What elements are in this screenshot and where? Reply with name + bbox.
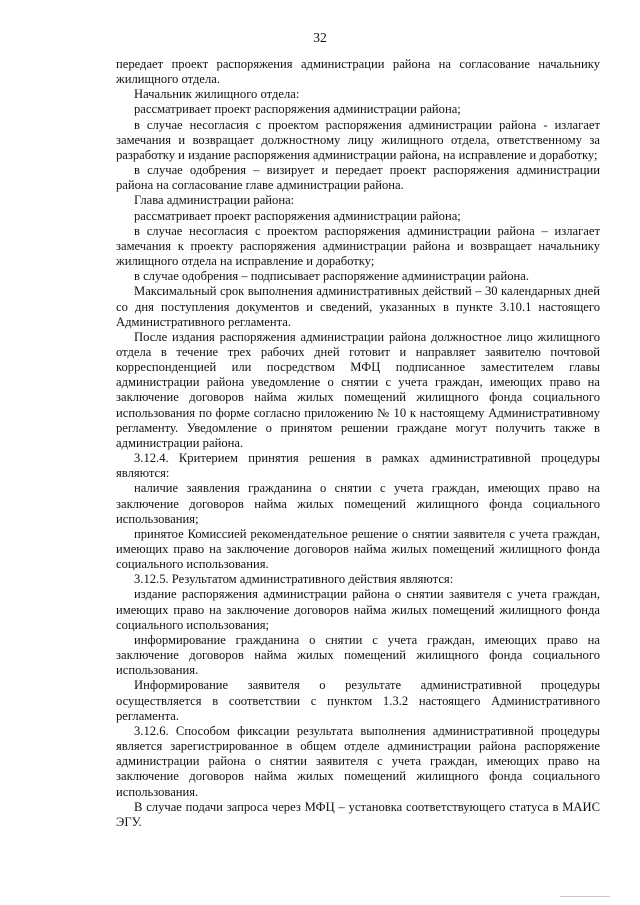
paragraph-12: 3.12.4. Критерием принятия решения в рамках административной процедуры являются: xyxy=(116,451,600,481)
paragraph-2: Начальник жилищного отдела: xyxy=(134,87,300,102)
paragraph-9: в случае одобрения – подписывает распоряжение администрации района. xyxy=(134,269,529,284)
paragraph-1: передает проект распоряжения администрации района на согласование начальнику жилищного отдела. xyxy=(116,57,600,87)
paragraph-17: информирование гражданина о снятии с учета граждан, имеющих право на заключение договоров найма жилых помещений жилищного фонда социального использования. xyxy=(116,632,600,678)
paragraph-7: рассматривает проект распоряжения администрации района; xyxy=(134,208,461,223)
page-number: 32 xyxy=(313,30,327,45)
paragraph-19: 3.12.6. Способом фиксации результата выполнения административной процедуры является зарегистрированное в общем отделе администрации района распоряжение администрации района о снятии заявителя с учета граждан, имеющих право на заключение договоров найма жилых помещений жилищного фонда социального использования. xyxy=(116,723,600,799)
paragraph-20: В случае подачи запроса через МФЦ – установка соответствующего статуса в МАИС ЭГУ. xyxy=(116,799,600,829)
paragraph-15: 3.12.5. Результатом административного действия являются: xyxy=(134,572,454,587)
paragraph-13: наличие заявления гражданина о снятии с учета граждан, имеющих право на заключение договоров найма жилых помещений жилищного фонда социального использования; xyxy=(116,481,600,526)
paragraph-14: принятое Комиссией рекомендательное решение о снятии заявителя с учета граждан, имеющих право на заключение договоров найма жилых помещений жилищного фонда социального использования. xyxy=(116,526,600,572)
paragraph-8: в случае несогласия с проектом распоряжения администрации района – излагает замечания к проекту распоряжения администрации района и возвращает начальнику жилищного отдела на исправление и доработку; xyxy=(116,223,600,269)
paragraph-3: рассматривает проект распоряжения администрации района; xyxy=(134,102,461,117)
paragraph-11: После издания распоряжения администрации района должностное лицо жилищного отдела в течение трех рабочих дней готовит и направляет заявителю почтовой корреспонденцией или посредством МФЦ подписанное заместителем главы администрации района уведомление о снятии с учета граждан, имеющих право на заключение договоров найма жилых помещений жилищного фонда социального использования по форме согласно приложению № 10 к настоящему Административному регламенту. Уведомление о принятом решении граждане могут получить также в администрации района. xyxy=(116,329,600,450)
paragraph-5: в случае одобрения – визирует и передает проект распоряжения администрации района на согласование главе администрации района. xyxy=(116,163,600,193)
paragraph-6: Глава администрации района: xyxy=(134,193,295,208)
paragraph-18: Информирование заявителя о результате административной процедуры осуществляется в соответствии с пунктом 1.3.2 настоящего Административного регламента. xyxy=(116,678,600,723)
paragraph-10: Максимальный срок выполнения административных действий – 30 календарных дней со дня поступления документов и сведений, указанных в пункте 3.10.1 настоящего Административного регламента. xyxy=(116,284,600,329)
paragraph-16: издание распоряжения администрации района о снятии заявителя с учета граждан, имеющих право на заключение договоров найма жилых помещений жилищного фонда социального использования; xyxy=(116,587,600,632)
paragraph-4: в случае несогласия с проектом распоряжения администрации района - излагает замечания и возвращает должностному лицу жилищного отдела, ответственному за разработку и издание распоряжения администрации района, на исправление и доработку; xyxy=(116,117,600,162)
document-body xyxy=(116,57,600,830)
footer-rule xyxy=(560,896,610,897)
